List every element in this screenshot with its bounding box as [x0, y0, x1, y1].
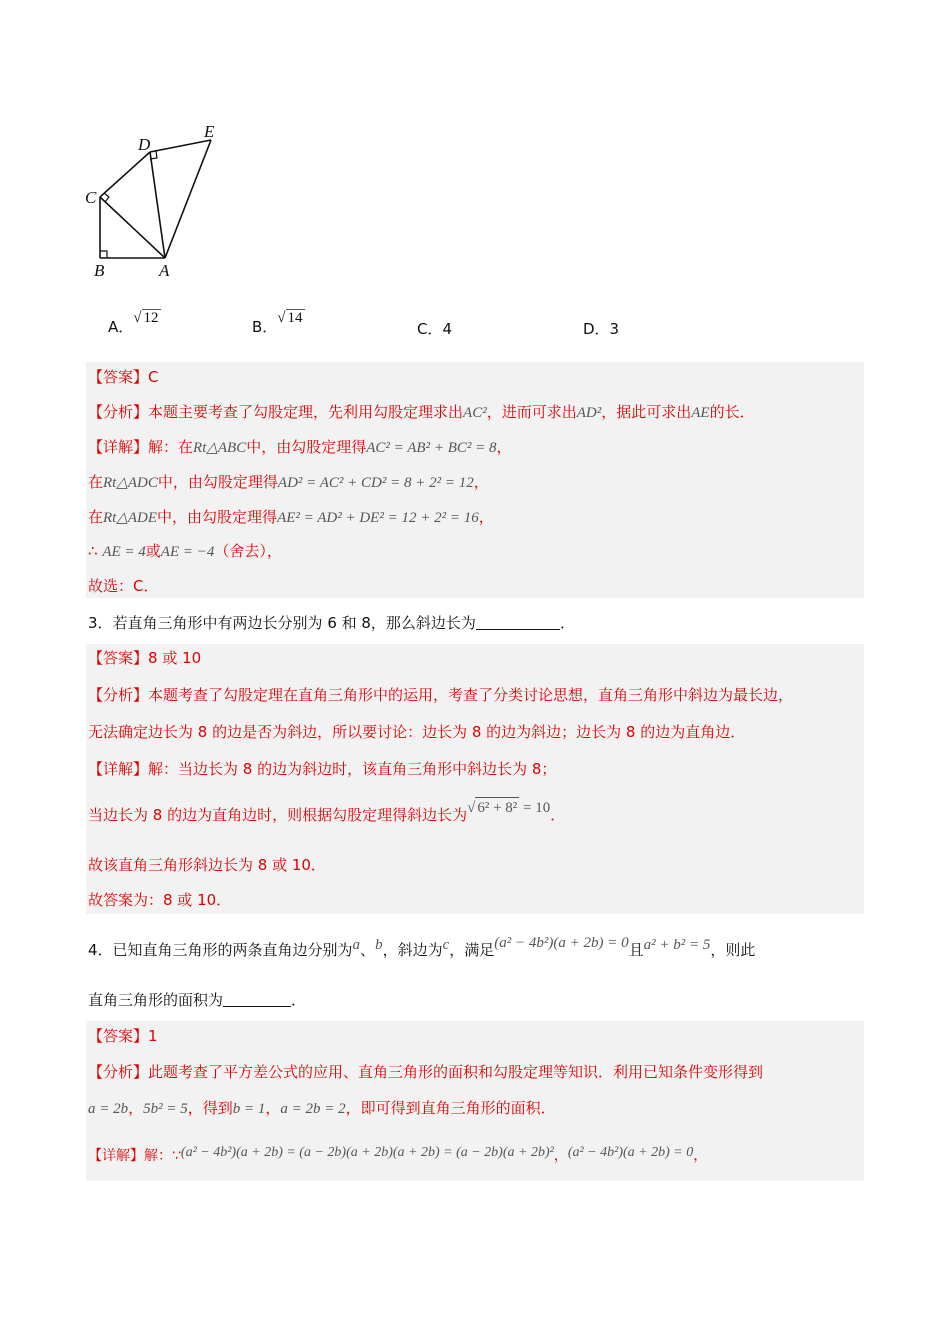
- math-expr: AE² = AD² + DE² = 12 + 2² = 16: [277, 510, 479, 526]
- answer-value: 1: [148, 1027, 158, 1045]
- detail-text: 解：当边长为 8 的边为斜边时，该直角三角形中斜边长为 8；: [148, 760, 557, 778]
- q4-analysis-line-1: [88, 1062, 763, 1082]
- math-expr: b = 1: [232, 1101, 266, 1117]
- right-angle-mark-b: [100, 251, 107, 258]
- detail-text: ，: [473, 473, 489, 491]
- question-text: ，满足: [449, 941, 495, 959]
- option-b: B．√ 14: [252, 310, 303, 336]
- label-c: C: [85, 188, 97, 207]
- math-expr: = 10: [519, 800, 551, 816]
- analysis-tag: 【分析】: [88, 403, 149, 421]
- q3-detail-line-3: 故该直角三角形斜边长为 8 或 10．: [88, 856, 326, 874]
- analysis-text: 本题主要考查了勾股定理，先利用勾股定理求出: [148, 403, 464, 421]
- question-end: ．: [291, 991, 307, 1009]
- question-text: ，斜边为: [382, 941, 443, 959]
- analysis-tag: 【分析】: [88, 1063, 149, 1081]
- segment-de: [150, 140, 211, 152]
- q3-analysis-line-1: [88, 685, 793, 705]
- analysis-text: 此题考查了平方差公式的应用、直角三角形的面积和勾股定理等知识．利用已知条件变形得到: [148, 1063, 764, 1081]
- answer-value: 8 或 10: [148, 649, 202, 667]
- analysis-text: ，即可得到直角三角形的面积．: [345, 1099, 556, 1117]
- option-a: A．√ 12: [108, 310, 159, 336]
- detail-text: ，: [478, 508, 494, 526]
- question-text: ，则此: [710, 941, 756, 959]
- analysis-text: ，: [265, 1099, 281, 1117]
- math-ae: AE: [691, 405, 710, 421]
- detail-text: 在: [88, 508, 104, 526]
- option-b-value: 14: [287, 310, 303, 326]
- question-3-text: 3．若直角三角形中有两边长分别为 6 和 8，那么斜边长为: [88, 614, 476, 632]
- q2-detail-line-4: [88, 541, 282, 562]
- answer-blank: [223, 992, 291, 1007]
- analysis-text: 本题考查了勾股定理在直角三角形中的运用，考查了分类讨论思想，直角三角形中斜边为最长边，: [148, 686, 794, 704]
- question-text: 4．已知直角三角形的两条直角边分别为: [88, 941, 353, 959]
- detail-tag: 【详解】: [88, 438, 149, 456]
- math-expr: AE = −4: [160, 544, 215, 560]
- answer-blank: [476, 615, 560, 630]
- math-expr: Rt△ADC: [103, 475, 158, 491]
- math-expr: (a² − 4b²)(a + 2b) = 0: [567, 1145, 694, 1160]
- segment-ca: [100, 197, 165, 258]
- answer-tag: 【答案】: [88, 1027, 149, 1045]
- math-expr: Rt△ADE: [103, 510, 158, 526]
- math-expr: a = 2b: [88, 1101, 129, 1117]
- question-4-line-1: [88, 935, 756, 961]
- answer-tag: 【答案】: [88, 649, 149, 667]
- math-expr: AD² = AC² + CD² = 8 + 2² = 12: [277, 475, 474, 491]
- math-c: c: [442, 937, 450, 953]
- option-b-label: B．: [252, 318, 278, 336]
- math-condition: (a² − 4b²)(a + 2b) = 0: [494, 935, 629, 951]
- label-a: A: [159, 261, 170, 280]
- detail-text: 解：在: [148, 438, 194, 456]
- geometry-figure: [80, 118, 230, 283]
- detail-text: 当边长为 8 的边为直角边时，则根据勾股定理得斜边长为: [88, 806, 468, 824]
- detail-tag: 【详解】: [88, 1148, 144, 1164]
- option-d: D．3: [583, 320, 620, 338]
- detail-text: ，: [553, 1148, 568, 1164]
- analysis-text: ，: [128, 1099, 144, 1117]
- q3-detail-line-2: 当边长为 8 的边为直角边时，则根据勾股定理得斜边长为√ 6² + 8² = 10．: [88, 805, 565, 826]
- q2-detail-line-3: [88, 507, 494, 528]
- segment-da: [150, 152, 165, 258]
- detail-text: （舍去），: [214, 542, 282, 560]
- q3-detail-line-4: 故答案为：8 或 10．: [88, 891, 232, 909]
- math-condition-2: a² + b² = 5: [643, 937, 711, 953]
- option-c: C．4: [417, 320, 453, 338]
- q4-answer: [88, 1026, 158, 1046]
- label-e: E: [204, 122, 215, 141]
- segment-cd: [100, 152, 150, 197]
- math-expr: AE = 4: [102, 544, 146, 560]
- question-text: 且: [628, 941, 644, 959]
- math-expr: a = 2b = 2: [280, 1101, 346, 1117]
- q2-detail-line-2: [88, 472, 489, 493]
- detail-text: 解：∵: [144, 1148, 181, 1164]
- option-a-label: A．: [108, 318, 134, 336]
- analysis-text: ，据此可求出: [601, 403, 692, 421]
- q3-detail-line-1: [88, 759, 556, 779]
- detail-text: 或: [145, 542, 161, 560]
- option-a-value: 12: [143, 310, 159, 326]
- q3-answer: [88, 648, 201, 668]
- analysis-text: 的长．: [709, 403, 755, 421]
- q2-detail-line-1: [88, 437, 512, 458]
- answer-value: C: [148, 368, 159, 386]
- q4-analysis-line-2: [88, 1098, 556, 1119]
- analysis-tag: 【分析】: [88, 686, 149, 704]
- detail-text: 中，由勾股定理得: [157, 473, 278, 491]
- analysis-text: ，进而可求出: [486, 403, 577, 421]
- label-d: D: [138, 135, 151, 154]
- math-expr: 5b² = 5: [143, 1101, 188, 1117]
- detail-text: ，: [693, 1148, 708, 1164]
- segment-ea: [165, 140, 211, 258]
- detail-tag: 【详解】: [88, 760, 149, 778]
- math-b: b: [375, 937, 383, 953]
- q3-analysis-line-2: 无法确定边长为 8 的边是否为斜边，所以要讨论：边长为 8 的边为斜边；边长为 8 的边为直角边．: [88, 723, 746, 741]
- q2-analysis: [88, 402, 755, 423]
- detail-text: ．: [550, 806, 566, 824]
- question-text: 、: [360, 941, 376, 959]
- math-expr: (a² − 4b²)(a + 2b) = (a − 2b)(a + 2b)(a + 2b) = (a − 2b)(a + 2b)²: [180, 1145, 554, 1160]
- question-end: ．: [559, 614, 575, 632]
- detail-text: 中，由勾股定理得: [157, 508, 278, 526]
- detail-text: ，: [496, 438, 512, 456]
- math-a: a: [352, 937, 361, 953]
- question-3: [88, 613, 575, 633]
- math-ad2: AD²: [576, 405, 602, 421]
- question-4-line-2: [88, 990, 306, 1010]
- math-ac2: AC²: [463, 405, 487, 421]
- answer-tag: 【答案】: [88, 368, 149, 386]
- detail-text: ∴: [88, 542, 103, 560]
- detail-text: 在: [88, 473, 104, 491]
- q2-detail-line-5: 故选：C．: [88, 577, 159, 595]
- label-b: B: [94, 261, 105, 280]
- question-text: 直角三角形的面积为: [88, 991, 224, 1009]
- math-expr: AC² = AB² + BC² = 8: [366, 440, 497, 456]
- analysis-text: ，得到: [187, 1099, 233, 1117]
- detail-text: 中，由勾股定理得: [246, 438, 367, 456]
- q2-answer: [88, 367, 159, 387]
- math-sqrt: 6² + 8²: [475, 797, 519, 818]
- math-expr: Rt△ABC: [193, 440, 247, 456]
- q4-detail-line-1: [88, 1146, 707, 1167]
